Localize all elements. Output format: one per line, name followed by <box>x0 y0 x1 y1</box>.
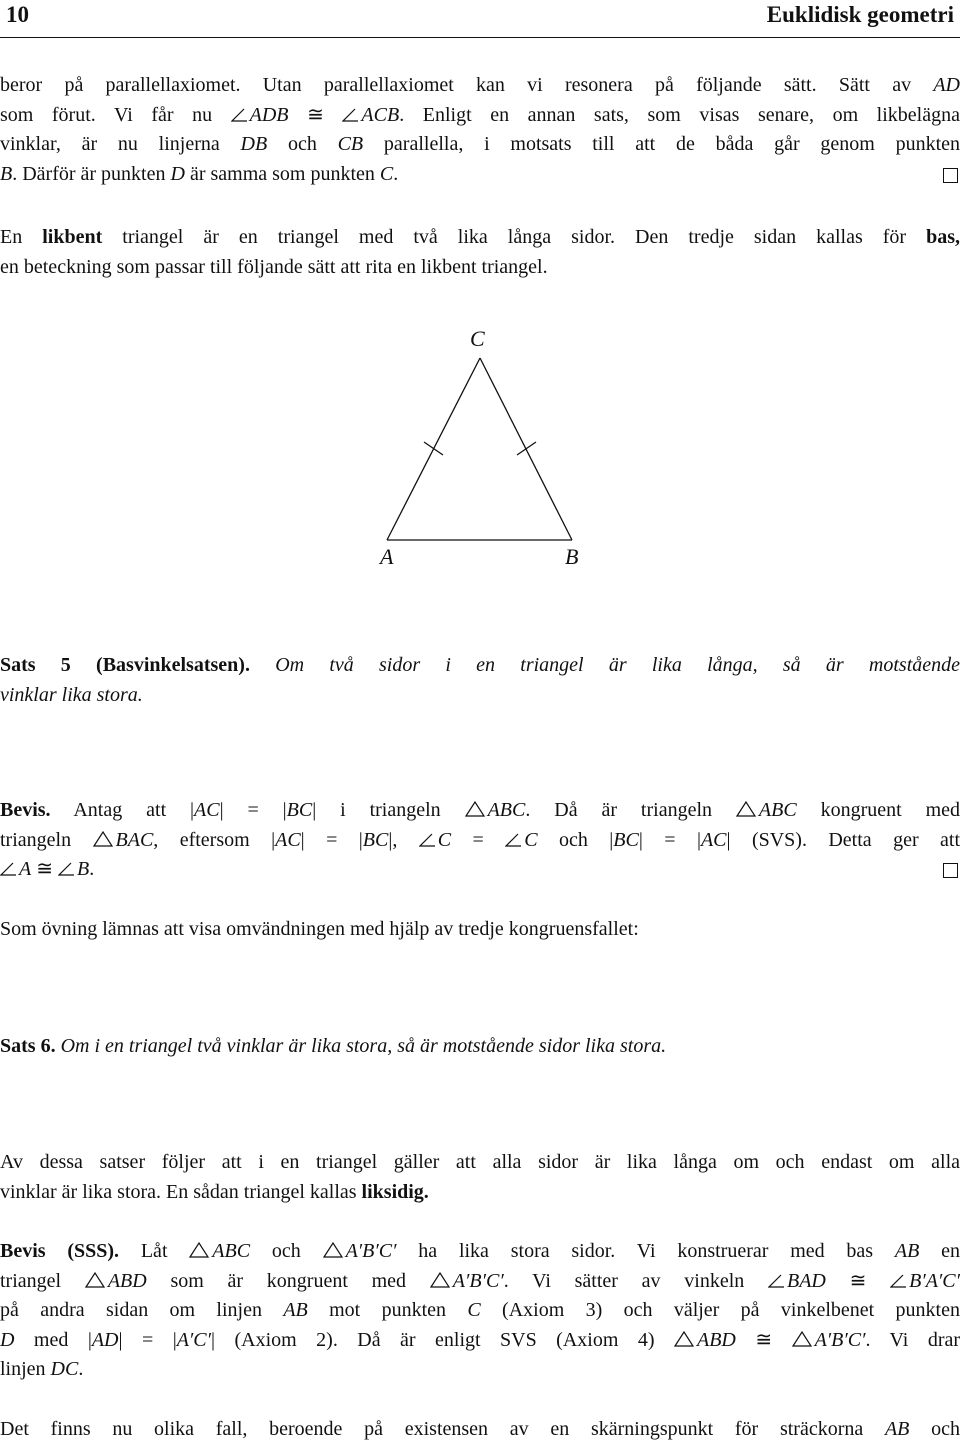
paragraph-final: Det finns nu olika fall, beroende på existensen av en skärningspunkt för sträckorna AB och <box>0 1418 960 1440</box>
vertex-label-c: C <box>470 326 485 351</box>
page-number: 10 <box>6 2 29 27</box>
theorem-text: Om i en triangel två vinklar är lika stora, så är motstående sidor lika stora. <box>60 1035 667 1057</box>
paragraph-liksidig <box>0 1148 960 1207</box>
triangle-symbol-icon <box>792 1331 812 1347</box>
qed-box-icon <box>943 168 958 183</box>
text-run: . Därför är punkten <box>12 162 166 185</box>
triangle-symbol-icon <box>93 831 113 847</box>
angle-symbol-icon <box>342 108 359 122</box>
isosceles-triangle-figure <box>0 320 960 580</box>
text-run: mot punkten <box>329 1299 446 1321</box>
theorem-text: Om två sidor i en triangel är lika långa, så är motstående <box>275 654 960 676</box>
text-run: med <box>33 1328 69 1351</box>
vertex-label-a: A <box>380 544 394 569</box>
text-run: Det finns nu olika fall, beroende på existensen av en skärningspunkt för sträckorna <box>0 1418 864 1440</box>
text-run: i triangeln <box>340 799 441 821</box>
text-run: beror på parallellaxiomet. Utan parallellaxiomet kan vi resonera på följande sätt. Sätt av <box>0 74 912 96</box>
header-rule <box>0 37 960 38</box>
term-likbent: likbent <box>42 226 103 248</box>
text-run: triangel <box>0 1269 62 1292</box>
text-run: ha lika stora sidor. Vi konstruerar med bas <box>418 1240 874 1262</box>
text-run: Som övning lämnas att visa omvändningen med hjälp av tredje kongruensfallet: <box>0 918 639 940</box>
proof-label: Bevis (SSS). <box>0 1240 120 1262</box>
text-run: . Då är triangeln <box>525 799 712 821</box>
text-run: En <box>0 226 23 248</box>
paragraph-likbent <box>0 223 960 282</box>
text-run: linjen <box>0 1358 46 1380</box>
text-run: och <box>271 1240 301 1262</box>
text-run: som förut. Vi får nu <box>0 103 213 126</box>
text-run: . Vi drar <box>865 1328 960 1351</box>
exercise-paragraph <box>0 915 960 945</box>
angle-symbol-icon <box>419 833 436 847</box>
term-liksidig: liksidig. <box>361 1180 429 1203</box>
text-run: (Axiom 2). Då är enligt SVS (Axiom 4) <box>234 1328 655 1351</box>
term-bas: bas, <box>926 226 960 248</box>
triangle-symbol-icon <box>323 1242 343 1258</box>
proof-label: Bevis. <box>0 799 51 821</box>
triangle-symbol-icon <box>189 1242 209 1258</box>
theorem-sats-6 <box>0 1032 960 1062</box>
text-run: kongruent med <box>820 799 960 821</box>
text-run: vinklar är lika stora. En sådan triangel kallas <box>0 1180 357 1203</box>
text-run: triangeln <box>0 828 72 851</box>
text-run: Antag att <box>73 799 167 821</box>
text-run: Av dessa satser följer att i en triangel gäller att alla sidor är lika långa om och endast om alla <box>0 1151 960 1173</box>
angle-symbol-icon <box>231 108 248 122</box>
triangle-symbol-icon <box>674 1331 694 1347</box>
text-run: triangel är en triangel med två lika långa sidor. Den tredje sidan kallas för <box>122 226 907 248</box>
text-run: (SVS). Detta ger att <box>751 828 960 851</box>
triangle-symbol-icon <box>736 801 756 817</box>
tick-mark <box>424 442 443 455</box>
tick-mark <box>517 442 536 455</box>
text-run: på andra sidan om linjen <box>0 1299 262 1321</box>
text-run: som är kongruent med <box>170 1269 407 1292</box>
theorem-label: Sats 6. <box>0 1035 56 1057</box>
text-run: och <box>931 1418 960 1440</box>
proof-sss: Bevis (SSS). Låt ABC och A′B′C′ ha lika stora sidor. Vi konstruerar med bas AB en triangel ABD som är kongruent med A′B′C′. Vi sätter av vinkeln BAD ≅ B′A′C′ på andra sidan om linjen AB mot punkten C (Axiom 3) och väljer på vinkelbenet punkten D med |AD| = |A′C′| (Axiom 2). Då är enligt SVS (Axiom 4) ABD ≅ A′B′C′. Vi drar linjen DC. <box>0 1240 960 1380</box>
chapter-title: Euklidisk geometri <box>766 2 954 27</box>
theorem-sats-5 <box>0 651 960 710</box>
text-run: (Axiom 3) och väljer på vinkelbenet punkten <box>502 1299 960 1321</box>
text-run: och <box>558 828 588 851</box>
text-run: parallella, i motsats till att de båda går genom punkten <box>383 133 960 155</box>
paragraph-parallel-axiom: beror på parallellaxiomet. Utan parallellaxiomet kan vi resonera på följande sätt. Sätt av AD som förut. Vi får nu ADB ≅ ACB. Enligt en annan sats, som visas senare, om likbelägna vinklar, är nu linjerna DB och CB parallella, i motsats till att de båda går genom punkten B. Därför är punkten D är samma som punkten C. <box>0 74 960 185</box>
qed-box-icon <box>943 863 958 878</box>
triangle-symbol-icon <box>430 1272 450 1288</box>
theorem-label: Sats 5 (Basvinkelsatsen). <box>0 654 250 676</box>
angle-symbol-icon <box>0 862 17 876</box>
text-run: och <box>287 133 317 155</box>
triangle-symbol-icon <box>85 1272 105 1288</box>
angle-symbol-icon <box>768 1274 785 1288</box>
theorem-text: vinklar lika stora. <box>0 683 143 706</box>
text-run: är samma som punkten <box>189 162 375 185</box>
text-run: . Enligt en annan sats, som visas senare, om likbelägna <box>399 103 960 126</box>
text-run: en beteckning som passar till följande sätt att rita en likbent triangel. <box>0 255 548 278</box>
text-run: en <box>941 1240 960 1262</box>
angle-symbol-icon <box>58 862 75 876</box>
text-run: vinklar, är nu linjerna <box>0 133 220 155</box>
angle-symbol-icon <box>505 833 522 847</box>
page-header <box>0 0 960 36</box>
angle-symbol-icon <box>890 1274 907 1288</box>
vertex-label-b: B <box>565 544 579 569</box>
text-run: , eftersom <box>153 828 250 851</box>
text-run: . Vi sätter av vinkeln <box>503 1269 745 1292</box>
triangle-symbol-icon <box>465 801 485 817</box>
proof-basvinkel: Bevis. Antag att |AC| = |BC| i triangeln ABC. Då är triangeln ABC kongruent med triangeln BAC, eftersom |AC| = |BC|, C = C och |BC| = |AC| (SVS). Detta ger att A ≅ B. <box>0 799 960 880</box>
text-run: Låt <box>140 1240 168 1262</box>
